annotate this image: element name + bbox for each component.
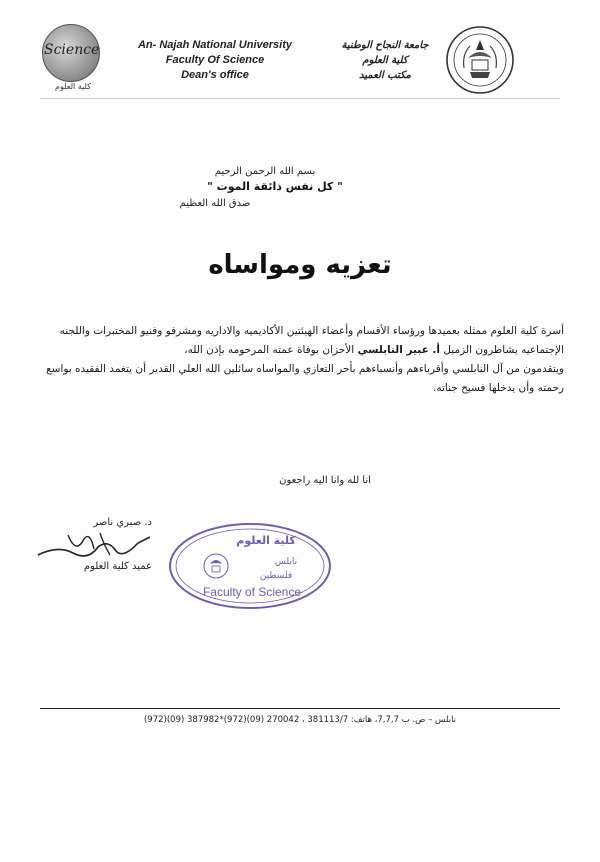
signatory-name: د. صبري ناصر xyxy=(93,517,152,528)
university-name-en: An- Najah National University xyxy=(137,39,293,51)
office-name-ar: مكتب العميد xyxy=(359,70,411,81)
stamp-top-text: كلية العلوم xyxy=(236,534,296,547)
header-divider xyxy=(40,98,560,99)
footer-divider xyxy=(40,708,560,709)
quran-verse: " كل نفس ذائقة الموت " xyxy=(207,180,343,193)
verse-attribution: صدق الله العظيم xyxy=(179,198,251,209)
faculty-name-ar: كلية العلوم xyxy=(362,55,408,66)
header-english xyxy=(130,38,300,83)
basmala: بسم الله الرحمن الرحيم xyxy=(214,166,316,177)
closing-phrase: انا لله وانا اليه راجعون xyxy=(279,475,371,486)
office-name-en: Dean's office xyxy=(181,69,249,81)
stamp-side-text-2: فلسطين xyxy=(259,571,293,581)
header-arabic xyxy=(330,38,440,83)
stamp-side-text: نابلس xyxy=(274,557,298,567)
university-name-ar: جامعة النجاح الوطنية xyxy=(341,40,429,51)
page-title: تعزيه ومواساه xyxy=(208,250,392,280)
logo-arabic-caption: كلية العلوم xyxy=(55,82,91,91)
footer-contact: نابلس – ص. ب 7,7,7، هاتف: 381113/7 ، 270042 (09)(972)*387982 (09)(972) xyxy=(143,715,457,725)
faculty-logo xyxy=(40,24,104,91)
colleague-name: أ. عبير النابلسي xyxy=(357,344,440,356)
stamp-emblem-icon xyxy=(204,554,228,578)
university-seal-icon xyxy=(444,24,516,96)
body-paragraph-1 xyxy=(44,322,564,360)
logo-word: Science xyxy=(44,42,100,58)
signatory-title: عميد كلية العلوم xyxy=(83,561,152,572)
faculty-name-en: Faculty Of Science xyxy=(165,54,265,66)
body-p1-end: الأحزان بوفاة عمته المرحومه بإذن الله، xyxy=(184,344,358,356)
handwritten-signature xyxy=(28,525,158,565)
official-stamp xyxy=(166,520,334,612)
letter-body xyxy=(44,322,564,398)
body-p1-start: أسرة كلية العلوم ممثله بعميدها ورؤساء الأقسام وأعضاء الهيئتين الأكاديميه والاداريه ومشرفو وفنيو المختبرات واللجنه الإجتماعيه يشاطرون الزميل xyxy=(59,325,564,356)
stamp-bottom-text: Faculty of Science xyxy=(202,585,302,599)
body-paragraph-2: ويتقدمون من آل النابلسي وأقرباءهم وأنسباءهم بأحر التعازي والمواساه سائلين الله العلي القدير أن يتغمد الفقيده بواسع رحمته وأن يدخلها فسيح جناته. xyxy=(46,363,564,394)
